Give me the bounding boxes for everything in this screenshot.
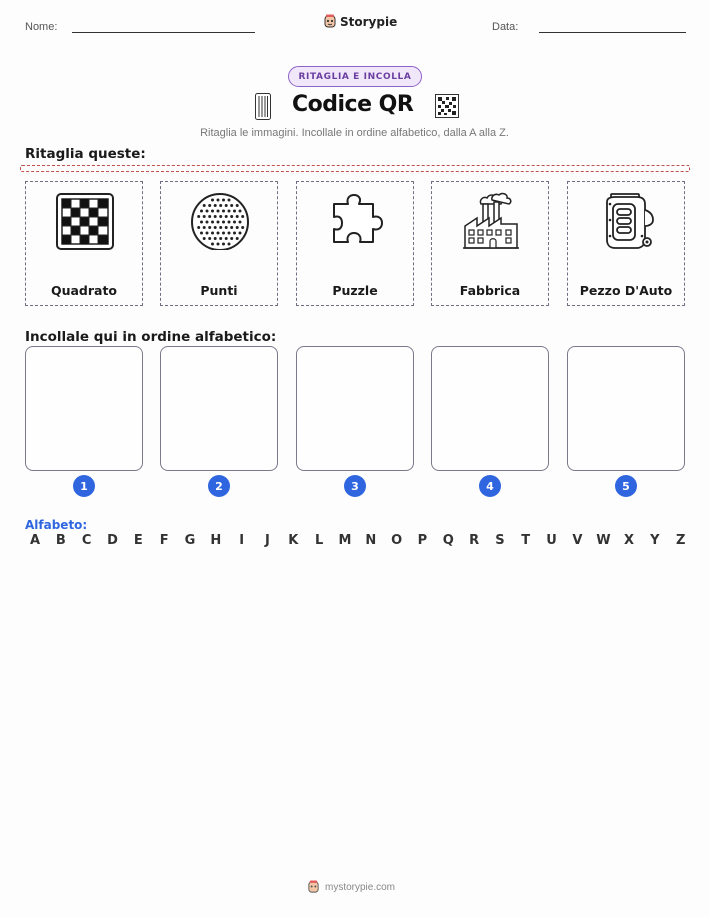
slot-number-badge: 1 xyxy=(73,475,95,497)
storypie-mascot-icon xyxy=(307,880,320,894)
card-label: Punti xyxy=(200,283,238,298)
alphabet-letter: J xyxy=(265,533,270,548)
alphabet-letter: M xyxy=(338,533,352,548)
slot-number-badge: 3 xyxy=(344,475,366,497)
alphabet-letter: N xyxy=(365,533,377,548)
alphabet-letter: E xyxy=(133,533,143,548)
name-label: Nome: xyxy=(25,21,58,33)
alphabet-letter: X xyxy=(624,533,635,548)
alphabet-letter: U xyxy=(546,533,557,548)
storypie-mascot-icon xyxy=(323,14,337,29)
alphabet-letter: Y xyxy=(650,533,660,548)
card-label: Puzzle xyxy=(332,283,378,298)
alphabet-letter: A xyxy=(29,533,41,548)
brand-logo xyxy=(323,14,397,29)
cut-card-punti[interactable] xyxy=(160,181,278,306)
paste-slot-1[interactable] xyxy=(25,346,143,471)
paste-slot-3[interactable] xyxy=(296,346,414,471)
alphabet-letter: P xyxy=(417,533,428,548)
cut-section-heading: Ritaglia queste: xyxy=(25,146,146,162)
alphabet-row xyxy=(28,533,688,548)
activity-badge: RITAGLIA E INCOLLA xyxy=(288,66,422,87)
cut-card-puzzle[interactable] xyxy=(296,181,414,306)
alphabet-letter: K xyxy=(288,533,299,548)
qr-code-icon xyxy=(435,94,459,118)
alphabet-letter: H xyxy=(210,533,222,548)
alphabet-letter: V xyxy=(572,533,583,548)
card-label: Quadrato xyxy=(50,283,118,298)
footer-site: mystorypie.com xyxy=(325,881,396,893)
card-label: Fabbrica xyxy=(459,283,521,298)
alphabet-letter: D xyxy=(107,533,118,548)
puzzle-piece-icon xyxy=(326,190,386,250)
alphabet-letter: L xyxy=(314,533,324,548)
barcode-icon xyxy=(255,93,271,120)
page-title: Codice QR xyxy=(292,92,414,117)
alphabet-letter: O xyxy=(391,533,403,548)
cut-card-quadrato[interactable] xyxy=(25,181,143,306)
alphabet-letter: F xyxy=(159,533,169,548)
slot-number-badge: 2 xyxy=(208,475,230,497)
slot-number-badge: 4 xyxy=(479,475,501,497)
alphabet-letter: I xyxy=(239,533,245,548)
alphabet-letter: Z xyxy=(675,533,686,548)
date-field[interactable] xyxy=(539,32,686,33)
paste-slot-5[interactable] xyxy=(567,346,685,471)
cut-card-pezzo-dauto[interactable] xyxy=(567,181,685,306)
paste-slot-2[interactable] xyxy=(160,346,278,471)
alphabet-letter: G xyxy=(184,533,196,548)
cut-line xyxy=(20,165,690,172)
alphabet-letter: T xyxy=(521,533,531,548)
brand-name: Storypie xyxy=(340,14,398,29)
factory-icon xyxy=(461,190,521,250)
paste-slot-4[interactable] xyxy=(431,346,549,471)
car-part-icon xyxy=(597,190,657,250)
footer xyxy=(307,880,395,894)
alphabet-letter: C xyxy=(81,533,92,548)
cut-card-fabbrica[interactable] xyxy=(431,181,549,306)
alphabet-letter: B xyxy=(55,533,66,548)
date-label: Data: xyxy=(492,21,519,33)
slot-number-badge: 5 xyxy=(615,475,637,497)
alphabet-letter: S xyxy=(495,533,505,548)
checkered-square-icon xyxy=(55,190,115,250)
instructions: Ritaglia le immagini. Incollale in ordine alfabetico, dalla A alla Z. xyxy=(200,127,509,139)
alphabet-heading: Alfabeto: xyxy=(25,518,88,532)
paste-section-heading: Incollale qui in ordine alfabetico: xyxy=(25,329,277,345)
dotted-circle-icon xyxy=(190,190,250,250)
alphabet-letter: Q xyxy=(442,533,454,548)
alphabet-letter: W xyxy=(596,533,611,548)
card-label: Pezzo D'Auto xyxy=(579,283,673,298)
name-field[interactable] xyxy=(72,32,255,33)
alphabet-letter: R xyxy=(469,533,480,548)
